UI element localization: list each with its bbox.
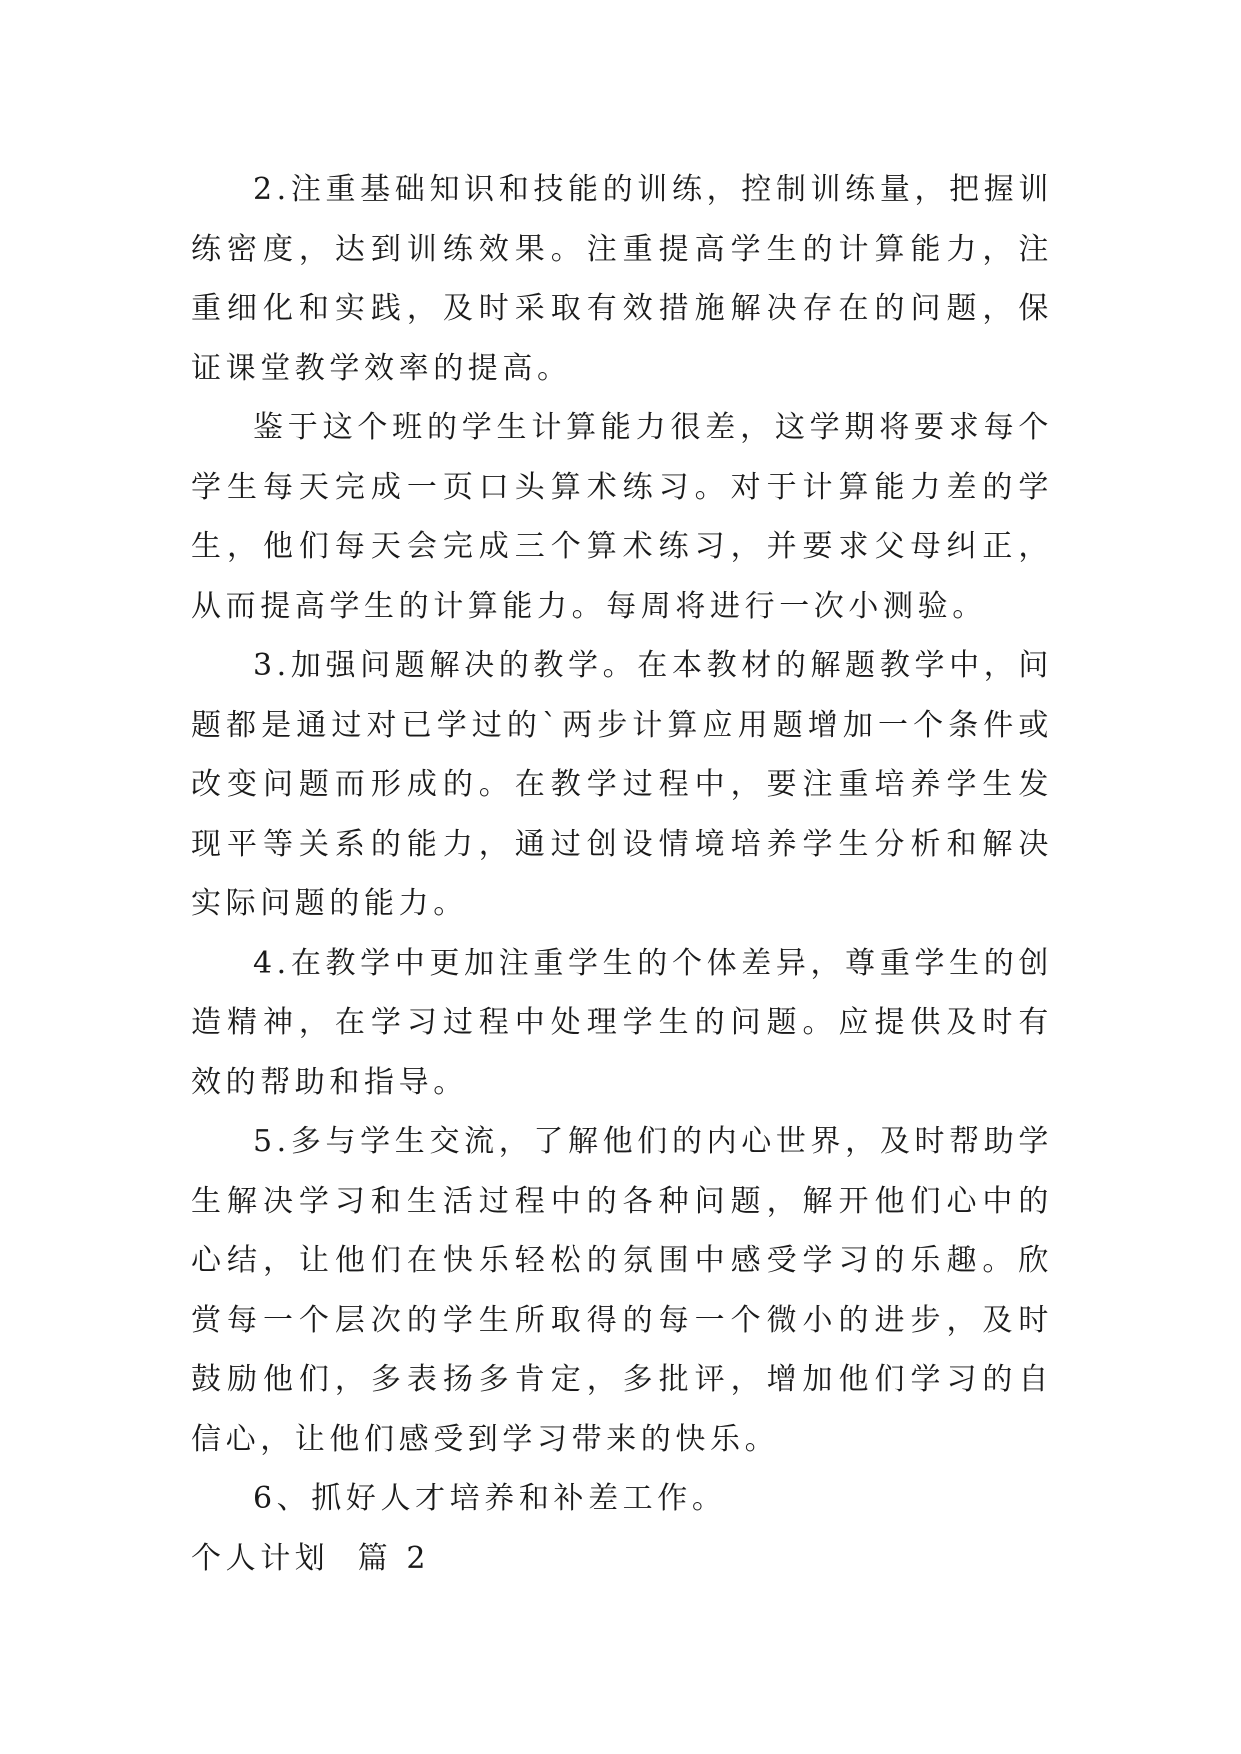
paragraph-item-3: 3.加强问题解决的教学。在本教材的解题教学中，问题都是通过对已学过的`两步计算应用题增加一个条件或改变问题而形成的。在教学过程中，要注重培养学生发现平等关系的能力，通过创设情境培养学生分析和解决实际问题的能力。	[191, 648, 1053, 921]
paragraph-calculation-practice: 鉴于这个班的学生计算能力很差，这学期将要求每个学生每天完成一页口头算术练习。对于计算能力差的学生，他们每天会完成三个算术练习，并要求父母纠正，从而提高学生的计算能力。每周将进行一次小测验。	[191, 410, 1053, 624]
paragraph-item-4: 4.在教学中更加注重学生的个体差异，尊重学生的创造精神，在学习过程中处理学生的问题。应提供及时有效的帮助和指导。	[191, 945, 1053, 1100]
paragraph-item-6: 6、抓好人才培养和补差工作。	[253, 1481, 727, 1516]
section-heading: 个人计划 篇 2	[191, 1540, 431, 1576]
paragraph-item-5: 5.多与学生交流，了解他们的内心世界，及时帮助学生解决学习和生活过程中的各种问题，解开他们心中的心结，让他们在快乐轻松的氛围中感受学习的乐趣。欣赏每一个层次的学生所取得的每一个微小的进步，及时鼓励他们，多表扬多肯定，多批评，增加他们学习的自信心，让他们感受到学习带来的快乐。	[191, 1124, 1053, 1457]
document-body	[191, 160, 1053, 1588]
paragraph-item-2: 2.注重基础知识和技能的训练，控制训练量，把握训练密度，达到训练效果。注重提高学生的计算能力，注重细化和实践，及时采取有效措施解决存在的问题，保证课堂教学效率的提高。	[191, 172, 1053, 386]
